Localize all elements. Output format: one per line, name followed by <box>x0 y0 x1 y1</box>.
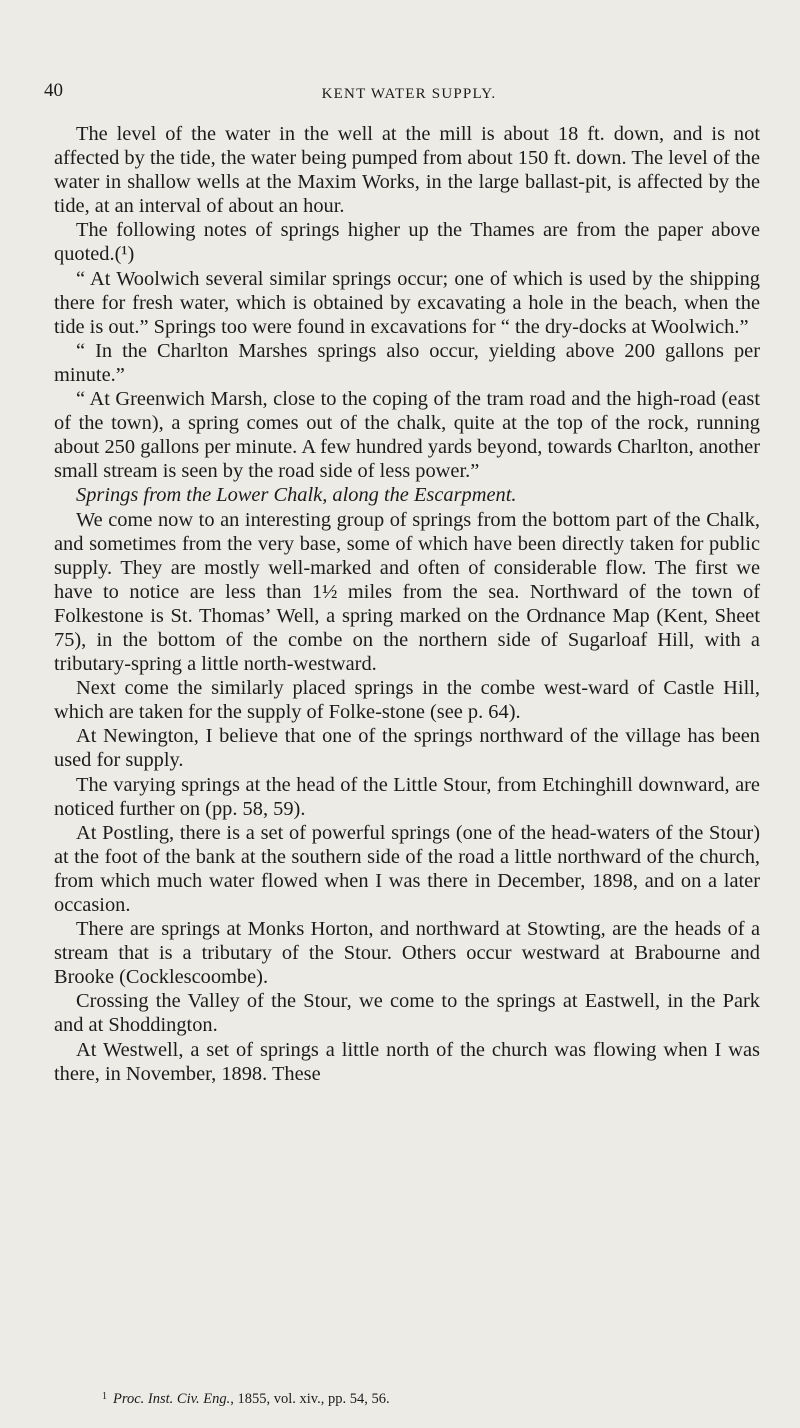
section-heading <box>54 483 760 507</box>
paragraph: At Postling, there is a set of powerful springs (one of the head-waters of the Stour) at the foot of the bank at the southern side of the road a little northward of the church, from which much water flowed when I was there in December, 1898, and on a later occasion. <box>54 821 760 916</box>
running-title: KENT WATER SUPPLY. <box>321 86 497 102</box>
paragraph: The following notes of springs higher up the Thames are from the paper above quoted.(¹) <box>54 219 760 266</box>
footnote-journal: Proc. Inst. Civ. Eng. <box>113 1391 231 1407</box>
paragraph: The level of the water in the well at the mill is about 18 ft. down, and is not affected by the tide, the water being pumped from about 150 ft. down. The level of the water in shallow wells at the Maxim Works, in the large ballast-pit, is affected by the tide, at an interval of about an hour. <box>54 123 760 218</box>
page-number: 40 <box>44 80 63 101</box>
paragraph: At Newington, I believe that one of the springs northward of the village has been used for supply. <box>54 725 760 772</box>
footnote <box>54 1388 760 1408</box>
paragraph: Crossing the Valley of the Stour, we come to the springs at Eastwell, in the Park and at Shoddington. <box>54 990 760 1037</box>
section-heading-text: Springs from the Lower Chalk, along the Escarpment. <box>76 484 517 507</box>
paragraph: “ In the Charlton Marshes springs also occur, yielding above 200 gallons per minute.” <box>54 339 760 386</box>
paragraph: The varying springs at the head of the Little Stour, from Etchinghill downward, are noticed further on (pp. 58, 59). <box>54 773 760 820</box>
paragraph: We come now to an interesting group of springs from the bottom part of the Chalk, and sometimes from the very base, some of which have been directly taken for public supply. They are mostly well-marked and often of considerable flow. The first we have to notice are less than 1½ miles from the sea. Northward of the town of Folkestone is St. Thomas’ Well, a spring marked on the Ordnance Map (Kent, Sheet 75), in the bottom of the combe on the northern side of Sugarloaf Hill, with a tributary-spring a little north-westward. <box>54 508 760 676</box>
paragraph: At Westwell, a set of springs a little north of the church was flowing when I was there, in November, 1898. These <box>54 1038 760 1085</box>
paragraph: “ At Woolwich several similar springs occur; one of which is used by the shipping there for fresh water, which is obtained by excavating a hole in the beach, when the tide is out.” Springs too were found in excavations for “ the dry-docks at Woolwich.” <box>54 267 760 338</box>
paragraph: Next come the similarly placed springs in the combe west-ward of Castle Hill, which are taken for the supply of Folke-stone (see p. 64). <box>54 677 760 724</box>
paragraph: “ At Greenwich Marsh, close to the coping of the tram road and the high-road (east of the town), a spring comes out of the chalk, quite at the top of the rock, running about 250 gallons per minute. A few hundred yards beyond, towards Charlton, another small stream is seen by the road side of less power.” <box>54 388 760 483</box>
paragraph: There are springs at Monks Horton, and northward at Stowting, are the heads of a stream that is a tributary of the Stour. Others occur westward at Brabourne and Brooke (Cocklescoombe). <box>54 918 760 989</box>
footnote-marker: 1 <box>102 1391 107 1402</box>
footnote-details: , 1855, vol. xiv., pp. 54, 56. <box>230 1391 390 1407</box>
body-text <box>54 122 760 1086</box>
